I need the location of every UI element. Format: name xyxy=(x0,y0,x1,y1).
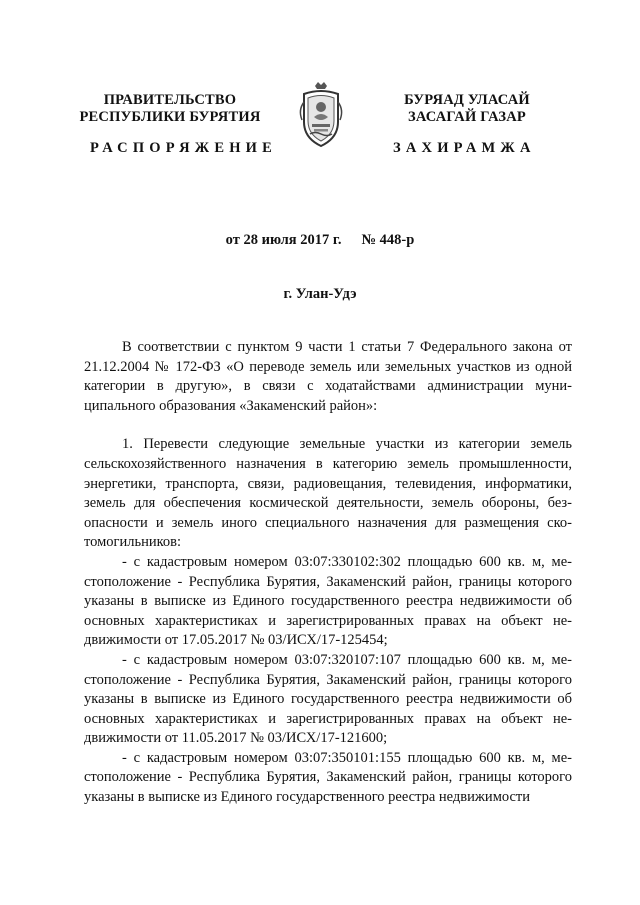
document-body xyxy=(84,338,572,808)
issuer-buryat-line2: ЗАСАГАЙ ГАЗАР xyxy=(408,109,526,125)
date-and-number xyxy=(0,232,640,249)
preamble-paragraph: В соответствии с пунктом 9 части 1 статьи 7 Федерального закона от 21.12.2004 № 172-ФЗ «О переводе земель или земельных участков из одной категории в другую», в связи с ходатайствами администрации муниципального образования «Закаменский район»: xyxy=(84,339,572,414)
land-plot-item: - с кадастровым номером 03:07:320107:107 площадью 600 кв. м, местоположение - Республика Бурятия, Закаменский район, границы которого указаны в выписке из Единого государственного реестра недвижимости об основных характеристиках и зарегистрированных правах на объект недвижимости от 11.05.2017 № 03/ИСХ/17-121600; xyxy=(84,651,572,747)
coat-of-arms-icon xyxy=(296,80,346,152)
issuer-russian xyxy=(70,92,270,126)
document-date: от 28 июля 2017 г. xyxy=(225,232,342,248)
land-plot-item: - с кадастровым номером 03:07:350101:155 площадью 600 кв. м, местоположение - Республика Бурятия, Закаменский район, границы которого указаны в выписке из Единого государственного реестра недвижимости xyxy=(84,749,572,806)
document-type-russian: РАСПОРЯЖЕНИЕ xyxy=(90,140,278,156)
issuer-russian-line1: ПРАВИТЕЛЬСТВО xyxy=(103,92,237,108)
clause-1-paragraph: 1. Перевести следующие земельные участки из категории земель сельскохозяйственного назначения в категорию земель промышленности, энергетики, транспорта, связи, радиовещания, телевидения, информатики, земель для обеспечения космической деятельности, земель обороны, безопасности и земель иного специального назначения для размещения скотомогильников: xyxy=(84,436,572,551)
issuer-buryat-line1: БУРЯАД УЛАСАЙ xyxy=(404,92,530,108)
document-number: № 448-р xyxy=(361,232,415,248)
issue-city: г. Улан-Удэ xyxy=(283,286,357,302)
issuer-buryat xyxy=(372,92,562,126)
land-plot-item: - с кадастровым номером 03:07:330102:302 площадью 600 кв. м, местоположение - Республика Бурятия, Закаменский район, границы которого указаны в выписке из Единого государственного реестра недвижимости об основных характеристиках и зарегистрированных правах на объект недвижимости от 17.05.2017 № 03/ИСХ/17-125454; xyxy=(84,553,572,649)
issuer-russian-line2: РЕСПУБЛИКИ БУРЯТИЯ xyxy=(79,109,261,125)
document-type-buryat: ЗАХИРАМЖА xyxy=(393,140,536,156)
